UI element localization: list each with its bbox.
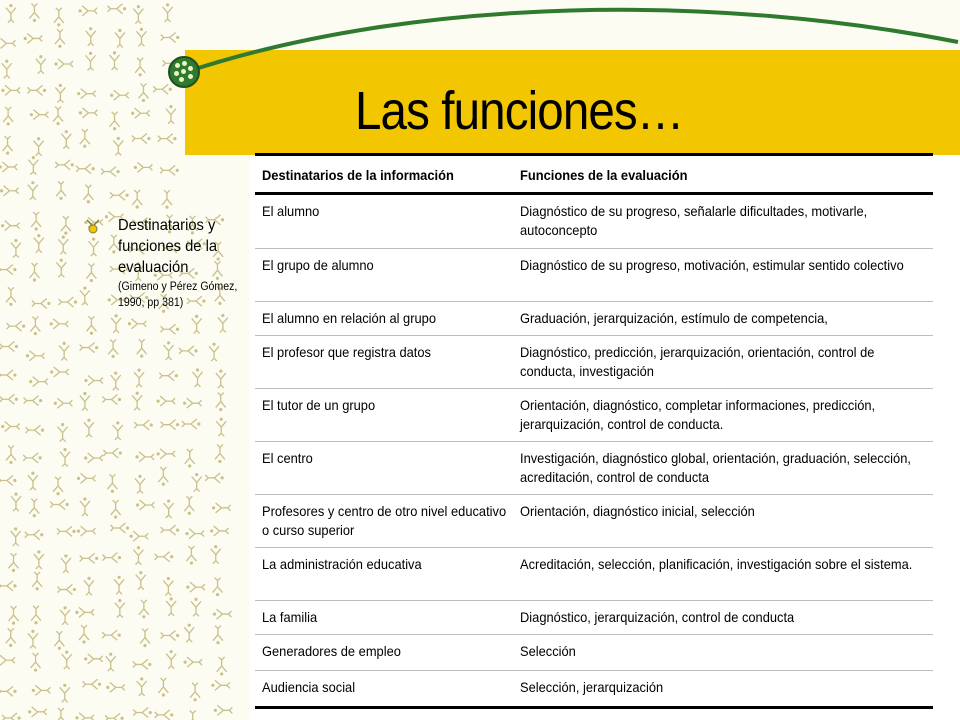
pattern-figure [28,472,38,491]
functions-table [255,153,933,709]
pattern-figure [31,653,41,672]
pattern-figure [55,160,74,170]
pattern-figure [89,238,99,257]
pattern-figure [164,341,174,360]
pattern-figure [80,497,90,516]
pattern-figure [54,398,73,408]
pattern-figure [113,137,123,156]
function-cell: Graduación, jerarquización, estímulo de competencia, [513,301,933,335]
pattern-figure [185,449,195,468]
function-cell: Diagnóstico de su progreso, motivación, estimular sentido colectivo [513,248,933,301]
pattern-figure [80,343,99,353]
bullet-text-block [118,215,238,311]
pattern-figure [80,129,90,148]
pattern-figure [9,606,19,625]
pattern-figure [58,236,68,255]
pattern-figure [215,444,225,463]
pattern-figure [11,493,21,512]
pattern-figure [58,423,68,442]
pattern-figure [0,265,16,275]
pattern-figure [53,477,63,496]
pattern-figure [34,234,44,253]
pattern-figure [28,630,38,649]
pattern-figure [60,448,70,467]
table-row [255,494,933,547]
pattern-figure [101,167,120,177]
pattern-figure [132,392,142,411]
pattern-figure [213,609,232,619]
pattern-figure [162,190,172,209]
pattern-figure [0,186,19,196]
pattern-figure [84,577,94,596]
pattern-figure [182,419,201,429]
function-cell: Acreditación, selección, planificación, investigación sobre el sistema. [513,547,933,600]
pattern-figure [137,677,147,696]
function-cell: Orientación, diagnóstico, completar informaciones, predicción, jerarquización, control de conducta. [513,388,933,441]
pattern-figure [216,418,226,437]
header-functions: Funciones de la evaluación [520,167,688,183]
pattern-figure [56,181,66,200]
table-header-row [255,156,933,192]
pattern-figure [139,600,149,619]
pattern-figure [61,216,71,235]
pattern-figure [161,525,180,535]
pattern-figure [102,630,121,640]
table-row [255,301,933,335]
pattern-figure [190,683,200,702]
pattern-figure [134,162,153,172]
header-recipients: Destinatarios de la información [262,167,454,183]
pattern-figure [83,185,93,204]
pattern-figure [31,606,41,625]
pattern-figure [107,474,117,493]
pattern-figure [111,500,121,519]
pattern-figure [213,578,223,597]
pattern-figure [28,156,38,175]
pattern-figure [11,239,21,258]
pattern-figure [61,130,71,149]
pattern-figure [186,546,196,565]
pattern-figure [11,527,21,546]
pattern-figure [160,165,179,175]
bullet-icon [85,218,101,234]
pattern-figure [0,162,17,172]
pattern-figure [183,398,202,408]
pattern-figure [192,315,202,334]
pattern-figure [57,585,76,595]
pattern-figure [186,582,205,592]
pattern-figure [103,448,122,458]
pattern-figure [6,287,16,306]
pattern-figure [1,221,20,231]
recipient-cell: El grupo de alumno [255,248,513,301]
pattern-figure [183,657,202,667]
pattern-figure [161,420,180,430]
pattern-figure [192,473,202,492]
pattern-figure [184,624,194,643]
pattern-figure [213,626,223,645]
pattern-figure [133,546,143,565]
pattern-figure [23,453,42,463]
pattern-figure [211,545,221,564]
pattern-figure [114,576,124,595]
pattern-figure [155,552,174,562]
pattern-figure [84,654,103,664]
recipient-cell: El profesor que registra datos [255,335,513,388]
pattern-figure [50,367,69,377]
pattern-figure [59,342,69,361]
pattern-figure [86,264,96,283]
recipient-cell: El alumno [255,195,513,248]
pattern-figure [77,473,96,483]
pattern-figure [166,597,176,616]
pattern-figure [135,475,145,494]
table-bottom-rule [255,706,933,709]
pattern-figure [26,425,45,435]
pattern-figure [32,572,42,591]
pattern-figure [214,705,233,715]
pattern-figure [110,190,129,200]
pattern-figure [158,467,168,486]
pattern-figure [0,370,16,380]
pattern-figure [6,628,16,647]
pattern-figure [185,529,204,539]
pattern-figure [0,581,17,591]
pattern-figure [133,659,152,669]
pattern-figure [161,631,180,641]
pattern-figure [210,526,229,536]
pattern-figure [209,343,219,362]
pattern-figure [136,571,146,590]
pattern-figure [128,319,147,329]
slide-title: Las funciones… [355,81,684,141]
pattern-figure [83,679,102,689]
pattern-figure [31,212,41,231]
pattern-figure [105,713,124,720]
pattern-figure [179,346,198,356]
pattern-figure [110,523,129,533]
function-cell: Orientación, diagnóstico inicial, selección [513,494,933,547]
pattern-figure [34,550,44,569]
table-row [255,634,933,670]
pattern-figure [30,317,40,336]
pattern-figure [32,298,51,308]
pattern-figure [80,553,99,563]
recipient-cell: La familia [255,600,513,634]
pattern-figure [135,452,154,462]
pattern-figure [205,473,224,483]
pattern-figure [108,339,118,358]
pattern-figure [57,526,76,536]
pattern-figure [133,708,152,718]
pattern-figure [0,475,17,485]
pattern-figure [0,655,15,665]
logo-icon [168,56,200,88]
function-cell: Selección, jerarquización [520,678,664,695]
pattern-figure [0,686,17,696]
table-row [255,248,933,301]
recipient-cell: Audiencia social [262,678,356,695]
pattern-figure [113,421,123,440]
recipient-cell: El tutor de un grupo [255,388,513,441]
pattern-figure [155,710,174,720]
table-row [255,195,933,248]
pattern-figure [159,371,178,381]
pattern-figure [6,445,16,464]
pattern-figure [166,650,176,669]
pattern-figure [79,625,89,644]
pattern-figure [28,707,47,717]
pattern-figure [217,657,227,676]
pattern-figure [164,499,174,518]
function-cell: Diagnóstico, predicción, jerarquización, orientación, control de conducta, investigación [513,335,933,388]
pattern-figure [30,263,40,282]
pattern-figure [102,553,121,563]
pattern-figure [218,314,228,333]
bullet-text: Destinatarios y funciones de la evaluación [118,217,218,276]
pattern-figure [140,629,150,648]
function-cell: Diagnóstico de su progreso, señalarle dificultades, motivarle, autoconcepto [513,195,933,248]
pattern-figure [0,342,18,352]
pattern-figure [24,396,43,406]
recipient-cell: Generadores de empleo [255,634,513,670]
function-cell: Selección [513,634,933,670]
pattern-figure [84,375,103,385]
pattern-figure [77,526,96,536]
pattern-figure [211,680,230,690]
bullet-citation: (Gimeno y Pérez Gómez, 1990, pp 381) [118,281,238,309]
function-cell: Diagnóstico, jerarquización, control de conducta [513,600,933,634]
pattern-figure [29,499,39,518]
pattern-figure [75,713,94,720]
pattern-figure [32,685,51,695]
pattern-figure [111,372,121,391]
pattern-figure [216,369,226,388]
pattern-figure [1,422,20,432]
pattern-figure [9,553,19,572]
pattern-figure [62,651,72,670]
table-row [255,670,933,706]
pattern-figure [161,324,180,334]
pattern-figure [84,419,94,438]
table-row [255,600,933,634]
pattern-figure [54,631,64,650]
pattern-figure [106,682,125,692]
pattern-figure [163,577,173,596]
pattern-figure [137,339,147,358]
pattern-figure [188,710,198,720]
pattern-figure [86,316,96,335]
pattern-figure [132,134,151,144]
table-row [255,441,933,494]
pattern-figure [216,393,226,412]
pattern-figure [56,708,66,720]
pattern-figure [7,321,26,331]
table-body [255,195,933,706]
pattern-figure [28,181,38,200]
pattern-figure [75,607,94,617]
pattern-figure [56,259,66,278]
pattern-figure [111,314,121,333]
pattern-figure [106,653,116,672]
pattern-figure [29,377,48,387]
recipient-cell: El centro [255,441,513,494]
pattern-figure [110,112,120,131]
pattern-figure [212,503,231,513]
pattern-figure [115,599,125,618]
pattern-figure [158,134,177,144]
pattern-figure [134,369,144,388]
function-cell: Investigación, diagnóstico global, orientación, graduación, selección, acreditación, control de conducta [513,441,933,494]
pattern-figure [58,297,77,307]
pattern-figure [61,554,71,573]
table-row [255,335,933,388]
pattern-figure [2,713,21,720]
pattern-figure [84,453,103,463]
pattern-figure [157,396,176,406]
pattern-figure [157,449,176,459]
table-row [255,547,933,600]
table-row [255,388,933,441]
pattern-figure [102,394,121,404]
pattern-figure [192,368,202,387]
pattern-figure [184,496,194,515]
pattern-figure [136,500,155,510]
pattern-figure [132,190,142,209]
pattern-figure [80,287,90,306]
pattern-figure [34,137,44,156]
pattern-figure [30,110,49,120]
pattern-figure [3,136,13,155]
pattern-figure [50,319,69,329]
pattern-figure [0,394,18,404]
pattern-figure [50,500,69,510]
pattern-figure [80,392,90,411]
pattern-figure [76,164,95,174]
pattern-figure [130,531,149,541]
recipient-cell: La administración educativa [255,547,513,600]
pattern-figure [60,684,70,703]
pattern-figure [25,530,44,540]
pattern-figure [158,678,168,697]
pattern-figure [134,420,153,430]
pattern-figure [26,351,45,361]
recipient-cell: El alumno en relación al grupo [255,301,513,335]
pattern-figure [191,598,201,617]
recipient-cell: Profesores y centro de otro nivel educativo o curso superior [255,494,513,547]
pattern-figure [60,606,70,625]
